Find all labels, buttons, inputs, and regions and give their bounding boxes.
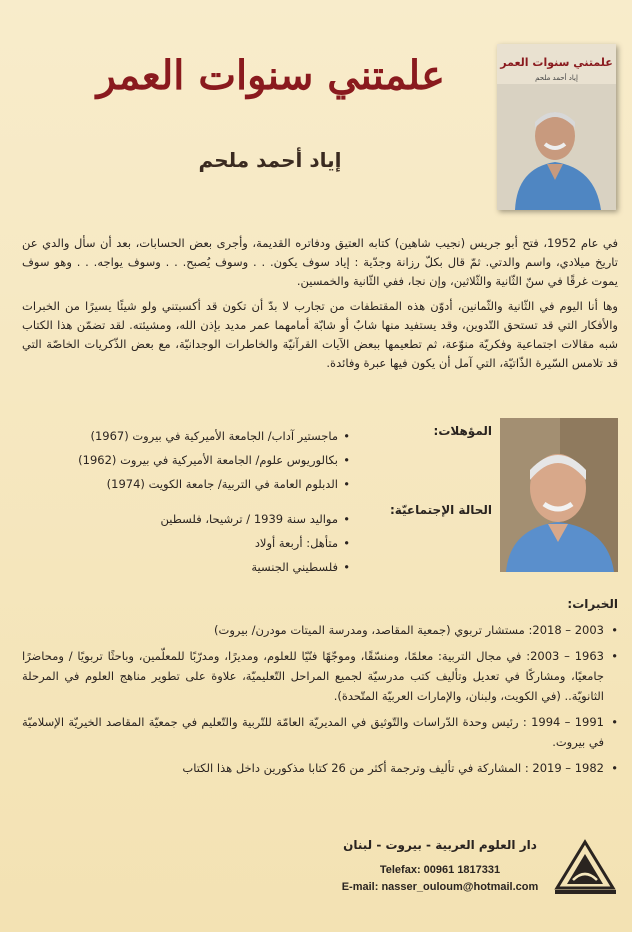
experience-list xyxy=(22,620,618,784)
social-status-heading: الحالة الإجتماعيّة: xyxy=(389,503,492,517)
author-portrait-icon xyxy=(497,44,616,210)
author-photo xyxy=(500,418,618,572)
list-item: • ماجستير آداب/ الجامعة الأميركية في بيروت (1967) xyxy=(60,424,350,448)
qualifications-list xyxy=(60,424,350,496)
list-item: • 1991 – 1994 : رئيس وحدة الدّراسات والتّوثيق في المديريّة العامّة للتّربية والتّعليم في جمعيّة المقاصد الخيريّة الإسلاميّة في بيروت. xyxy=(22,712,618,752)
list-item: • 2003 – 2018: مستشار تربوي (جمعية المقاصد، ومدرسة الميتات مودرن/ بيروت) xyxy=(22,620,618,640)
email: E-mail: nasser_ouloum@hotmail.com xyxy=(341,881,539,893)
qualifications-heading: المؤهلات: xyxy=(433,424,492,438)
publisher-contact xyxy=(330,862,550,896)
thumbnail-title: علمتني سنوات العمر xyxy=(500,56,613,69)
social-status-list xyxy=(100,507,350,579)
list-item: • فلسطيني الجنسية xyxy=(100,555,350,579)
telefax: Telefax: 00961 1817331 xyxy=(379,864,501,876)
book-title: علمتني سنوات العمر xyxy=(96,52,445,99)
list-item: • 1982 – 2019 : المشاركة في تأليف وترجمة أكثر من 26 كتابا مذكورين داخل هذا الكتاب xyxy=(22,758,618,778)
thumbnail-author: إياد أحمد ملحم xyxy=(535,74,578,82)
list-item: • الدبلوم العامة في التربية/ جامعة الكويت (1974) xyxy=(60,472,350,496)
publisher-logo-icon xyxy=(553,838,618,896)
publisher-name: دار العلوم العربية - بيروت - لبنان xyxy=(343,838,537,852)
book-cover-thumbnail xyxy=(497,44,616,210)
list-item: • 1963 – 2003: في مجال التربية: معلمًا، ومنسّقًا، وموجّهًا فنّيًا للعلوم، ومديرًا، ومدرّبًا للمعلّمين، وباحثًا تربويًا / ومحاضرًا جامعيًا، ومشاركًا في تعديل وتأليف كتب مدرسيّة لجميع المراحل التّعليميّة، علاوة على تطوير مناهج العلوم في المرحلة الثانويّة.. (في الكويت، ولبنان، والإمارات العربيّة المتّحدة). xyxy=(22,646,618,706)
list-item: • مواليد سنة 1939 / ترشيحا، فلسطين xyxy=(100,507,350,531)
author-photo-icon xyxy=(500,418,618,572)
author-name: إياد أحمد ملحم xyxy=(198,148,342,172)
intro-paragraph-1: في عام 1952، فتح أبو جريس (نجيب شاهين) كتابه العتيق ودفاتره القديمة، وأجرى بعض الحسابات، بعد أن سأل والدي عن تاريخ ميلادي، واسم والدتي. ثمّ قال بكلّ رزانة وجدّية : إياد سوف يكون. . . وسوف يُصبح. . . وسوف يواجه. . . وهو سوف يموت غرقًا في سنّ الثّانية والثّلاثين، وإن نجا، ففي الثّانية والخمسين. xyxy=(22,236,618,288)
list-item: • متأهل: أربعة أولاد xyxy=(100,531,350,555)
intro-paragraph-2: وها أنا اليوم في الثّانية والثّمانين، أدوّن هذه المقتطفات من تجارب لا بدّ أن تكون قد أكسبتني ولو شيئًا يسيرًا من الخبرات والأفكار التي قد تستحق التّدوين، وقد يستفيد منها شابٌ أو شابّة أمامهما عمر مديد بإذن الله، ومشيئته. لقد تضمّن هذا الكتاب شبه مقالات اجتماعية وفكريّة منوّعة، ثم تطعيمها ببعض الآيات القرآنيّة والخاطرات الوجدانيّة، مع بعض الذّكريات الخاصّة التي قد تلامس السّيرة الذّاتيّة، التي آمل أن يكون فيها عبرة وفائدة. xyxy=(22,299,618,370)
list-item: • بكالوريوس علوم/ الجامعة الأميركية في بيروت (1962) xyxy=(60,448,350,472)
experience-heading: الخبرات: xyxy=(567,597,618,611)
